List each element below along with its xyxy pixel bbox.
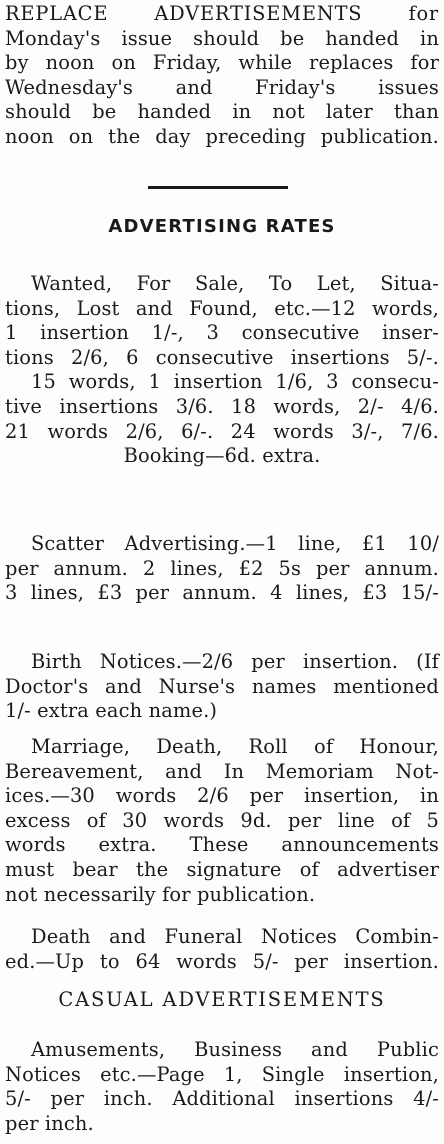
section-divider xyxy=(148,186,288,189)
wanted-rates-line: 1 insertion 1/-, 3 consecutive inser- xyxy=(5,321,439,345)
marriage-notices-line: words extra. These announcements xyxy=(5,833,439,857)
wanted-rates-line: 21 words 2/6, 6/-. 24 words 3/-, 7/6. xyxy=(5,419,439,443)
birth-notices-paragraph xyxy=(5,650,439,724)
replace-notice-line: Monday's issue should be handed in xyxy=(5,26,439,50)
marriage-notices-line: not necessarily for publication. xyxy=(5,882,316,906)
funeral-notices-paragraph xyxy=(5,925,439,974)
birth-notices-line: Doctor's and Nurse's names mentioned xyxy=(5,674,439,698)
wanted-rates-line: Wanted, For Sale, To Let, Situa- xyxy=(31,272,439,295)
casual-advertisements-line: per inch. xyxy=(5,1111,94,1135)
replace-notice-line: noon on the day preceding publication. xyxy=(5,124,439,148)
marriage-notices-line: must bear the signature of advertiser xyxy=(5,857,439,881)
scatter-advertising-paragraph xyxy=(5,532,439,606)
replace-notice-line: Wednesday's and Friday's issues xyxy=(5,75,439,99)
scatter-advertising-line: Scatter Advertising.—1 line, £1 10/ xyxy=(31,532,439,555)
birth-notices-line: 1/- extra each name.) xyxy=(5,699,218,723)
replace-notice-line: by noon on Friday, while replaces for xyxy=(5,51,439,75)
wanted-rates-line: Booking—6d. extra. xyxy=(123,444,321,468)
wanted-rates-line: 15 words, 1 insertion 1/6, 3 consecu- xyxy=(31,370,439,394)
funeral-notices-line: Death and Funeral Notices Combin- xyxy=(31,925,439,948)
casual-advertisements-paragraph xyxy=(5,1038,439,1136)
marriage-notices-line: excess of 30 words 9d. per line of 5 xyxy=(5,808,439,832)
casual-advertisements-line: 5/- per inch. Additional insertions 4/- xyxy=(5,1087,439,1111)
marriage-notices-line: ices.—30 words 2/6 per insertion, in xyxy=(5,784,439,808)
wanted-rates-paragraph xyxy=(5,272,439,469)
marriage-notices-line: Bereavement, and In Memoriam Not- xyxy=(5,759,439,783)
birth-notices-line: Birth Notices.—2/6 per insertion. (If xyxy=(31,650,439,673)
scatter-advertising-line: 3 lines, £3 per annum. 4 lines, £3 15/- xyxy=(5,581,439,605)
wanted-rates-line: tions, Lost and Found, etc.—12 words, xyxy=(5,296,439,320)
casual-advertisements-heading: CASUAL ADVERTISEMENTS xyxy=(58,988,386,1011)
replace-notice-line: REPLACE ADVERTISEMENTS for xyxy=(5,2,439,25)
marriage-notices-line: Marriage, Death, Roll of Honour, xyxy=(31,735,439,758)
casual-advertisements-line: Amusements, Business and Public xyxy=(31,1038,439,1061)
funeral-notices-line: ed.—Up to 64 words 5/- per insertion. xyxy=(5,949,439,973)
advertising-rates-heading: ADVERTISING RATES xyxy=(108,216,336,237)
wanted-rates-line: tive insertions 3/6. 18 words, 2/- 4/6. xyxy=(5,394,439,418)
replace-notice xyxy=(5,2,439,150)
scatter-advertising-line: per annum. 2 lines, £2 5s per annum. xyxy=(5,556,439,580)
casual-advertisements-line: Notices etc.—Page 1, Single insertion, xyxy=(5,1062,439,1086)
marriage-notices-paragraph xyxy=(5,735,439,907)
replace-notice-line: should be handed in not later than xyxy=(5,100,439,124)
wanted-rates-line: tions 2/6, 6 consecutive insertions 5/-. xyxy=(5,345,439,369)
